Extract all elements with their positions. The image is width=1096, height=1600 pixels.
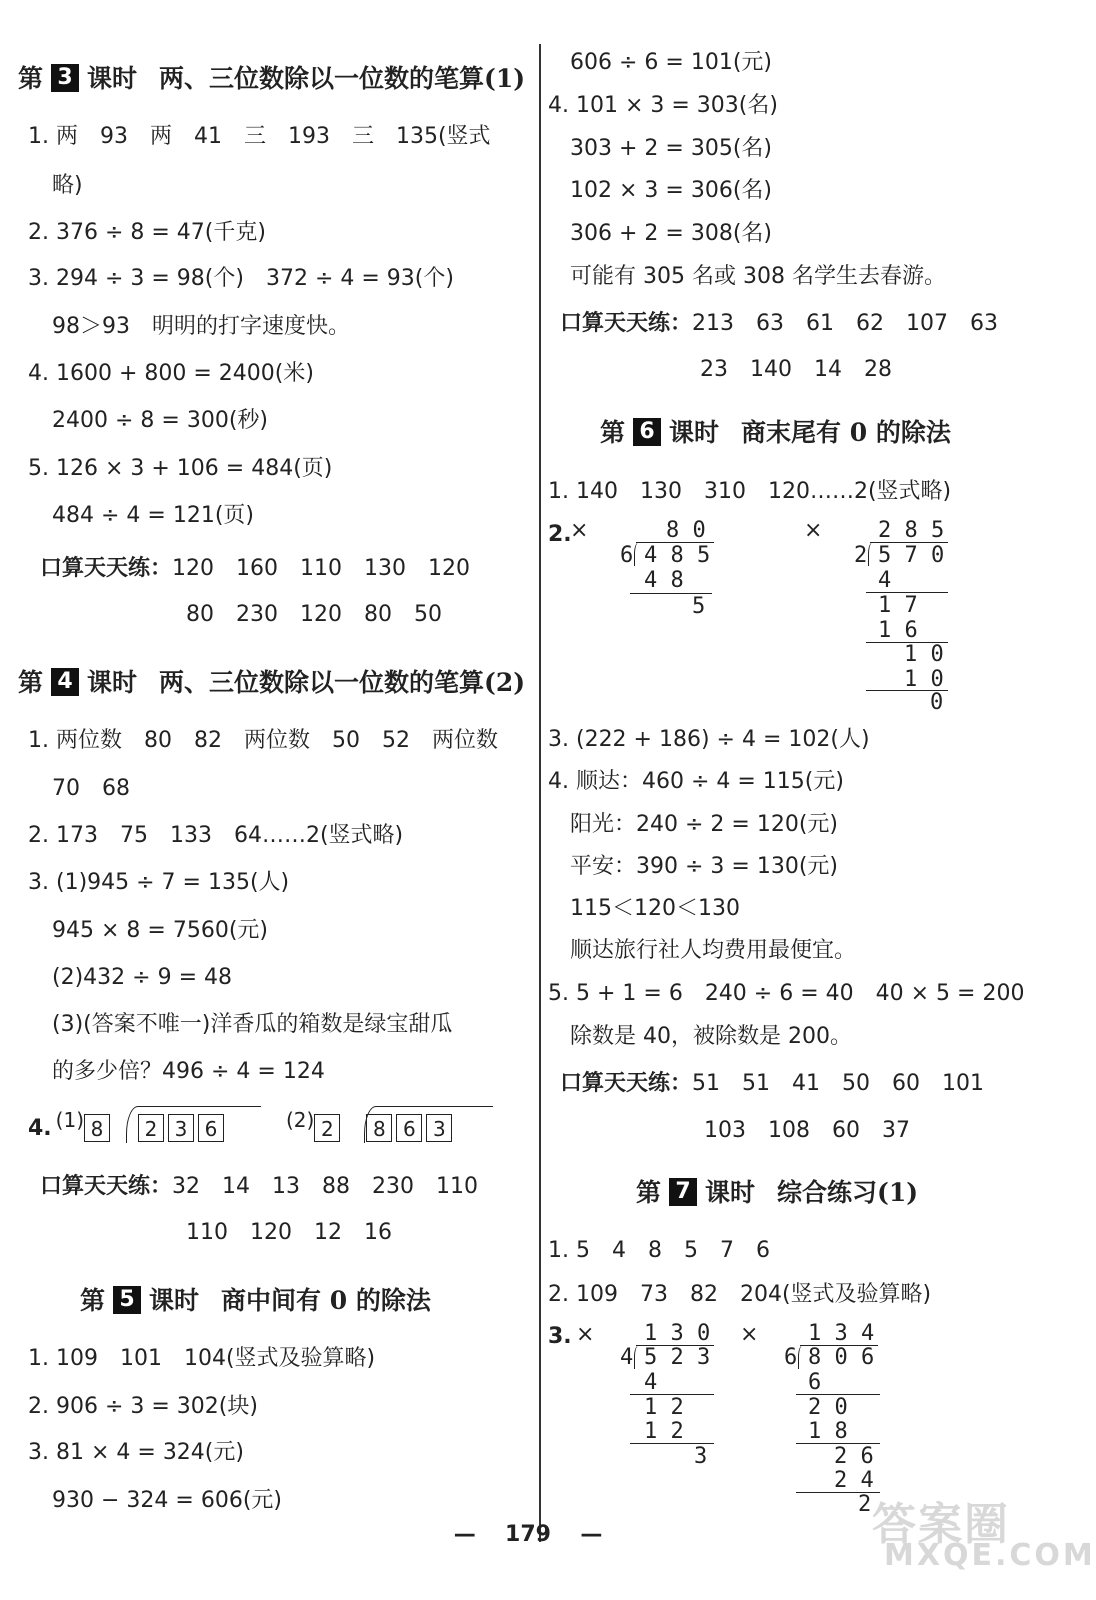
oral-practice-row bbox=[40, 558, 470, 580]
answer-line: 的多少倍？496 ÷ 4 = 124 bbox=[52, 1059, 325, 1084]
divisor: 6 bbox=[620, 543, 634, 568]
oral-practice-label: 口算天天练： bbox=[560, 311, 693, 336]
oral-practice-values: 32 14 13 88 230 110 bbox=[172, 1174, 478, 1199]
lesson-title: 两、三位数除以一位数的笔算(2) bbox=[159, 667, 526, 697]
lesson-prefix: 第 bbox=[18, 63, 44, 93]
oral-practice-row bbox=[560, 313, 998, 335]
lesson-prefix: 第 bbox=[80, 1285, 106, 1315]
remainder: 3 bbox=[694, 1444, 708, 1469]
dividend-box: 3 bbox=[168, 1114, 194, 1142]
dividend-box: 6 bbox=[198, 1114, 224, 1142]
column-divider bbox=[539, 44, 541, 1542]
answer-line: 3. 294 ÷ 3 = 98(个) 372 ÷ 4 = 93(个) bbox=[28, 266, 454, 291]
answer-line: 2. 173 75 133 64……2(竖式略) bbox=[28, 823, 404, 848]
oral-practice-values: 103 108 60 37 bbox=[704, 1118, 910, 1143]
oral-practice-values: 80 230 120 80 50 bbox=[186, 602, 442, 627]
quotient: 2 8 5 bbox=[878, 518, 945, 543]
lesson-7-heading bbox=[636, 1178, 918, 1206]
wrong-mark: × bbox=[804, 518, 823, 543]
lesson-prefix: 第 bbox=[636, 1177, 662, 1207]
division-bracket bbox=[798, 1345, 803, 1369]
part-label: (2) bbox=[286, 1108, 315, 1132]
answer-line: 1. 两 93 两 41 三 193 三 135(竖式 bbox=[28, 124, 491, 149]
lesson-keshi: 课时 bbox=[705, 1177, 756, 1207]
page-number-value: 179 bbox=[505, 1522, 551, 1547]
answer-line: 945 × 8 = 7560(元) bbox=[52, 918, 268, 943]
oral-practice-label: 口算天天练： bbox=[40, 556, 173, 581]
lesson-keshi: 课时 bbox=[669, 417, 720, 447]
answer-line: 115＜120＜130 bbox=[570, 896, 740, 921]
partial-product: 1 8 bbox=[808, 1419, 848, 1444]
lesson-6-heading bbox=[600, 418, 951, 446]
partial-product: 4 bbox=[878, 568, 892, 593]
answer-line: (3)(答案不唯一)洋香瓜的箱数是绿宝甜瓜 bbox=[52, 1012, 453, 1037]
answer-line: 阳光：240 ÷ 2 = 120(元) bbox=[570, 812, 838, 837]
answer-line: 4. 顺达：460 ÷ 4 = 115(元) bbox=[548, 769, 844, 794]
answer-line: 102 × 3 = 306(名) bbox=[570, 178, 772, 203]
quotient: 1 3 4 bbox=[808, 1321, 875, 1346]
page-dash: — bbox=[453, 1522, 476, 1547]
lesson-title: 综合练习(1) bbox=[777, 1177, 919, 1207]
divisor: 2 bbox=[854, 543, 868, 568]
answer-line: 2400 ÷ 8 = 300(秒) bbox=[52, 408, 268, 433]
page-dash: — bbox=[580, 1522, 603, 1547]
answer-line: 4. 101 × 3 = 303(名) bbox=[548, 93, 778, 118]
wrong-mark: × bbox=[740, 1322, 759, 1347]
oral-practice-values: 213 63 61 62 107 63 bbox=[692, 311, 998, 336]
answer-line: 2. 109 73 82 204(竖式及验算略) bbox=[548, 1282, 932, 1307]
question-number: 3. bbox=[548, 1324, 572, 1349]
answer-line: 1. 109 101 104(竖式及验算略) bbox=[28, 1346, 376, 1371]
partial-product: 1 2 bbox=[644, 1419, 684, 1444]
question-number: 2. bbox=[548, 522, 572, 547]
oral-practice-label: 口算天天练： bbox=[560, 1071, 693, 1096]
answer-line: 2. 376 ÷ 8 = 47(千克) bbox=[28, 220, 266, 245]
answer-line: 顺达旅行社人均费用最便宜。 bbox=[570, 938, 857, 963]
answer-line: (2)432 ÷ 9 = 48 bbox=[52, 965, 232, 990]
division-bracket bbox=[364, 1106, 493, 1143]
lesson-title: 商中间有 0 的除法 bbox=[221, 1285, 431, 1315]
answer-line: 306 + 2 = 308(名) bbox=[570, 221, 772, 246]
lesson-title: 两、三位数除以一位数的笔算(1) bbox=[159, 63, 526, 93]
division-bracket bbox=[634, 1345, 639, 1369]
answer-line: 484 ÷ 4 = 121(页) bbox=[52, 503, 254, 528]
divisor-box: 8 bbox=[84, 1114, 110, 1142]
remainder: 2 bbox=[858, 1492, 872, 1517]
answer-line: 4. 1600 + 800 = 2400(米) bbox=[28, 361, 314, 386]
answer-line: 303 + 2 = 305(名) bbox=[570, 136, 772, 161]
lesson-5-heading bbox=[80, 1286, 431, 1314]
answer-line: 1. 两位数 80 82 两位数 50 52 两位数 bbox=[28, 728, 498, 753]
answer-line: 5. 126 × 3 + 106 = 484(页) bbox=[28, 456, 333, 481]
wrong-mark: × bbox=[576, 1322, 595, 1347]
lesson-title: 商末尾有 0 的除法 bbox=[741, 417, 951, 447]
dividend-box: 3 bbox=[426, 1114, 452, 1142]
oral-practice-label: 口算天天练： bbox=[40, 1174, 173, 1199]
oral-practice-row bbox=[560, 1073, 984, 1095]
oral-practice-values: 120 160 110 130 120 bbox=[172, 556, 470, 581]
oral-practice-values: 51 51 41 50 60 101 bbox=[692, 1071, 984, 1096]
partial-remainder: 1 7 bbox=[878, 593, 918, 618]
answer-line: 930 − 324 = 606(元) bbox=[52, 1488, 282, 1513]
partial-product: 2 4 bbox=[834, 1468, 874, 1493]
quotient: 1 3 0 bbox=[644, 1321, 711, 1346]
dividend-box: 6 bbox=[396, 1114, 422, 1142]
partial-product: 4 bbox=[644, 1370, 658, 1395]
answer-line: 3. 81 × 4 = 324(元) bbox=[28, 1440, 244, 1465]
answer-line: 略) bbox=[52, 173, 83, 198]
lesson-prefix: 第 bbox=[600, 417, 626, 447]
remainder: 0 bbox=[930, 690, 944, 715]
oral-practice-values: 23 140 14 28 bbox=[700, 357, 892, 382]
divisor-box: 2 bbox=[314, 1114, 340, 1142]
answer-line: 3. (222 + 186) ÷ 4 = 102(人) bbox=[548, 727, 870, 752]
part-label: (1) bbox=[55, 1108, 85, 1132]
lesson-prefix: 第 bbox=[18, 667, 44, 697]
dividend: 8 0 6 bbox=[808, 1345, 875, 1370]
quotient: 8 0 bbox=[666, 518, 706, 543]
lesson-number-badge: 4 bbox=[51, 668, 79, 696]
answer-line: 1. 5 4 8 5 7 6 bbox=[548, 1238, 770, 1263]
lesson-keshi: 课时 bbox=[87, 667, 138, 697]
partial-product: 4 8 bbox=[644, 568, 684, 593]
answer-line: 98＞93 明明的打字速度快。 bbox=[52, 314, 350, 339]
lesson-number-badge: 6 bbox=[633, 418, 661, 446]
remainder: 5 bbox=[692, 594, 706, 619]
division-bracket bbox=[868, 542, 873, 566]
dividend: 5 2 3 bbox=[644, 1345, 711, 1370]
watermark-logo: 答案圈 bbox=[872, 1499, 1010, 1550]
divisor: 6 bbox=[784, 1345, 798, 1370]
divisor: 4 bbox=[620, 1345, 634, 1370]
answer-line: 可能有 305 名或 308 名学生去春游。 bbox=[570, 264, 946, 289]
division-bracket bbox=[126, 1106, 261, 1143]
partial-product: 1 0 bbox=[904, 667, 944, 692]
wrong-mark: × bbox=[570, 518, 589, 543]
answer-line: 平安：390 ÷ 3 = 130(元) bbox=[570, 854, 838, 879]
oral-practice-row bbox=[40, 1176, 478, 1198]
answer-line: 2. 906 ÷ 3 = 302(块) bbox=[28, 1394, 258, 1419]
dividend-box: 8 bbox=[366, 1114, 392, 1142]
lesson-number-badge: 3 bbox=[51, 64, 79, 92]
oral-practice-values: 110 120 12 16 bbox=[186, 1220, 392, 1245]
lesson-keshi: 课时 bbox=[149, 1285, 200, 1315]
dividend: 5 7 0 bbox=[878, 543, 945, 568]
lesson-4-heading bbox=[18, 668, 525, 696]
answer-line: 3. (1)945 ÷ 7 = 135(人) bbox=[28, 870, 290, 895]
lesson-number-badge: 7 bbox=[669, 1178, 697, 1206]
question-number: 4. bbox=[28, 1115, 52, 1141]
answer-line: 606 ÷ 6 = 101(元) bbox=[570, 50, 772, 75]
partial-remainder: 2 6 bbox=[834, 1444, 874, 1469]
partial-remainder: 2 0 bbox=[808, 1395, 848, 1420]
watermark-url: MXQE.COM bbox=[884, 1538, 1096, 1573]
lesson-3-heading bbox=[18, 64, 525, 92]
partial-product: 6 bbox=[808, 1370, 822, 1395]
partial-remainder: 1 0 bbox=[904, 642, 944, 667]
lesson-number-badge: 5 bbox=[113, 1286, 141, 1314]
partial-remainder: 1 2 bbox=[644, 1395, 684, 1420]
dividend: 4 8 5 bbox=[644, 543, 711, 568]
partial-product: 1 6 bbox=[878, 618, 918, 643]
division-bracket bbox=[634, 542, 639, 566]
answer-line: 70 68 bbox=[52, 776, 130, 801]
lesson-keshi: 课时 bbox=[87, 63, 138, 93]
answer-line: 5. 5 + 1 = 6 240 ÷ 6 = 40 40 × 5 = 200 bbox=[548, 981, 1025, 1006]
answer-line: 1. 140 130 310 120……2(竖式略) bbox=[548, 479, 952, 504]
dividend-box: 2 bbox=[138, 1114, 164, 1142]
answer-line: 除数是 40，被除数是 200。 bbox=[570, 1024, 852, 1049]
